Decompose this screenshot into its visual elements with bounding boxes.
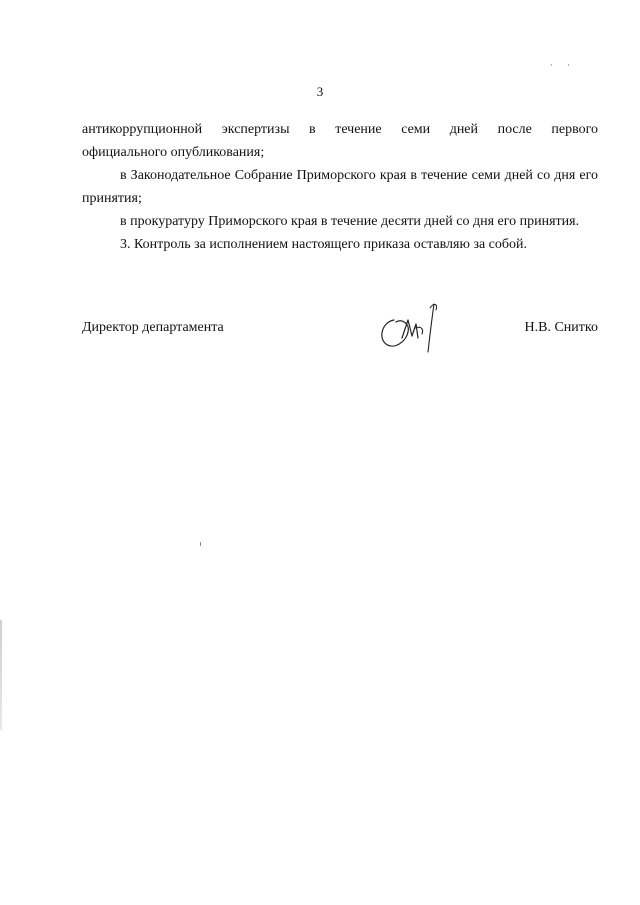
signatory-name: Н.В. Снитко bbox=[524, 320, 598, 335]
paragraph-prosecutor: в прокуратуру Приморского края в течение десяти дней со дня его принятия. bbox=[120, 214, 580, 229]
page-number: 3 bbox=[316, 84, 324, 99]
paragraph-continuation-end: официального опубликования; bbox=[82, 145, 265, 160]
scan-artifact-marks: · · bbox=[549, 60, 576, 70]
signatory-title: Директор департамента bbox=[82, 320, 224, 335]
scan-edge-shadow bbox=[0, 620, 2, 730]
paragraph-legislative-assembly: в Законодательное Собрание Приморского края в течение семи дней со дня его принятия; bbox=[82, 168, 598, 206]
handwritten-signature bbox=[372, 298, 462, 358]
scan-speck bbox=[200, 542, 201, 546]
paragraph-continuation: антикоррупционной экспертизы в течение семи дней после первого bbox=[82, 122, 598, 137]
paragraph-control-clause: 3. Контроль за исполнением настоящего приказа оставляю за собой. bbox=[120, 237, 528, 252]
signature-block bbox=[82, 318, 598, 358]
document-body bbox=[82, 118, 598, 256]
